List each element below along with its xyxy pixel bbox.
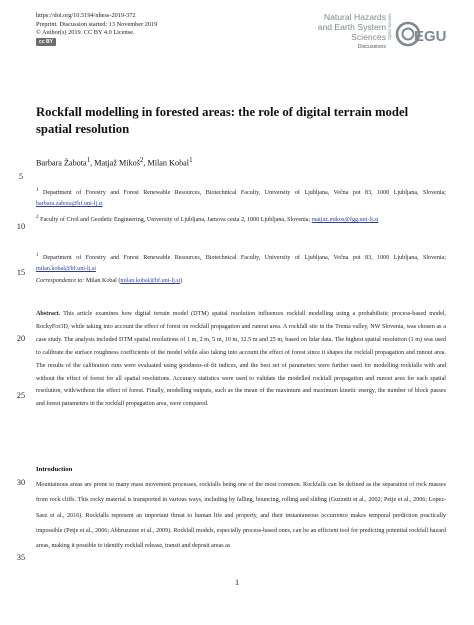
line-number: 25	[16, 391, 26, 400]
preprint-date: Preprint. Discussion started: 13 November 2019	[36, 20, 158, 28]
journal-name-line2: and Earth System	[317, 22, 386, 33]
journal-name-line1: Natural Hazards	[323, 12, 386, 22]
abstract-label: Abstract.	[36, 311, 61, 317]
affiliation-marker: 1	[189, 157, 193, 164]
preprint-header	[36, 12, 157, 47]
line-number: 5	[18, 172, 24, 181]
abstract-text: This article examines how digital terrain model (DTM) spatial resolution influences rockfall modelling using a probabilistic process-based model, RockyFor3D, while taking into account the effect of forest on rockfall propagation and runout area. A rockfall site in the Trenta valley, NW Slovenia, was chosen as a case study. The analysis included DTM spatial resolutions of 1 m, 2 m, 5 m, 10 m, 12.5 m and 25 m, based on lidar data. The highest spatial resolution (1 m) was used to calibrate the surface roughness coefficients of the model while also taking into account the effect of forest since it shapes the rockfall propagation and runout area. The results of the calibration runs were evaluated using goodness-of-fit indices, and the best set of parameters were further used for modelling rockfalls with and without the effect of forest for all spatial resolutions. Accuracy statistics were used to validate the modelled rockfall propagation and runout area for each spatial resolution, with/without the effect of forest. Finally, modelling outputs, such as the mean of the maximum and maximum kinetic energy, the number of block passes and forest parameters in the rockfall propagation area, were compared.	[36, 311, 446, 408]
email-link[interactable]: barbara.zabota@bf.uni-lj.si	[36, 201, 103, 208]
paper-title: Rockfall modelling in forested areas: the role of digital terrain model spatial resolution	[36, 105, 409, 136]
line-number: 30	[16, 478, 26, 487]
email-link[interactable]: matjaz.mikos@fgg.uni-lj.si	[311, 217, 379, 224]
journal-name-line3: Sciences	[351, 32, 386, 43]
affiliation-1: $^1$ Department of Forestry and Forest Renewable Resources, Biotechnical Faculty, University of Ljubljana, Večna pot 83, 1000 Ljubljana, Slovenia; barbara.zabota@bf.uni-lj.si	[36, 187, 446, 208]
abstract	[36, 308, 446, 411]
egu-logo-text: EGU	[414, 28, 447, 45]
author-name: , Milan Kobal	[143, 158, 190, 168]
correspondence-label: Correspondence to:	[36, 278, 85, 284]
affiliation-3: $^1$ Department of Forestry and Forest Renewable Resources, Biotechnical Faculty, University of Ljubljana, Večna pot 83, 1000 Ljubljana, Slovenia; milan.kobal@bf.uni-lj.si	[36, 252, 446, 273]
egu-logo-icon	[387, 10, 447, 60]
line-number: 20	[16, 334, 26, 343]
author-name: Barbara Žabota	[36, 158, 87, 168]
journal-name	[318, 12, 386, 51]
copyright-text: © Author(s) 2019. CC BY 4.0 License.	[36, 29, 135, 37]
correspondence: Correspondence to: Milan Kobal (milan.kobal@bf.uni-lj.si)	[36, 278, 183, 284]
journal-logo	[294, 8, 447, 64]
cc-by-icon: cc BY	[36, 38, 56, 46]
open-access-label: Open Access	[387, 13, 392, 40]
cc-license-badge	[36, 38, 56, 46]
author-name: , Matjaž Mikoš	[90, 158, 140, 168]
journal-discussions: Discussions	[357, 43, 386, 50]
email-link[interactable]: milan.kobal@bf.uni-lj.si	[36, 266, 96, 273]
author-list	[36, 157, 193, 168]
page-number: 1	[234, 578, 240, 587]
correspondence-email-link[interactable]: milan.kobal@bf.uni-lj.si	[120, 278, 181, 284]
line-number: 10	[16, 222, 26, 231]
doi-link[interactable]: https://doi.org/10.5194/nhess-2019-372	[36, 12, 136, 19]
introduction-text: Mountainous areas are prone to many mass movement processes, rockfalls being one of the most common. Rockfalls can be defined as the separation of rock masses from rock cliffs. This rocky material is transported in various ways, including by falling, bouncing, rolling and sliding (Guzzetti et al., 2002; Petje et al., 2006; Lopez-Saez et al., 2016). Rockfalls represent an important threat to human life and property, and their instantaneous occurrence makes temporal prediction practically impossible (Petje et al., 2006; Abbruzzese et al., 2009). Rockfall models, especially process-based ones, can be an efficient tool for predicting potential rockfall hazard areas, making it possible to identify rockfall release, transit and deposit areas as	[36, 482, 446, 550]
affiliation-2: $^2$ Faculty of Civil and Geodetic Engineering, University of Ljubljana, Jamova cesta 2, 1000 Ljubljana, Slovenia; matjaz.mikos@fgg.uni-lj.si	[36, 214, 379, 224]
line-number: 15	[16, 268, 26, 277]
copyright-line	[36, 29, 157, 38]
affiliation-marker: 1	[86, 157, 91, 164]
section-heading-introduction: Introduction	[36, 466, 73, 473]
affiliation-marker: 2	[139, 157, 144, 164]
line-number: 35	[16, 553, 26, 562]
